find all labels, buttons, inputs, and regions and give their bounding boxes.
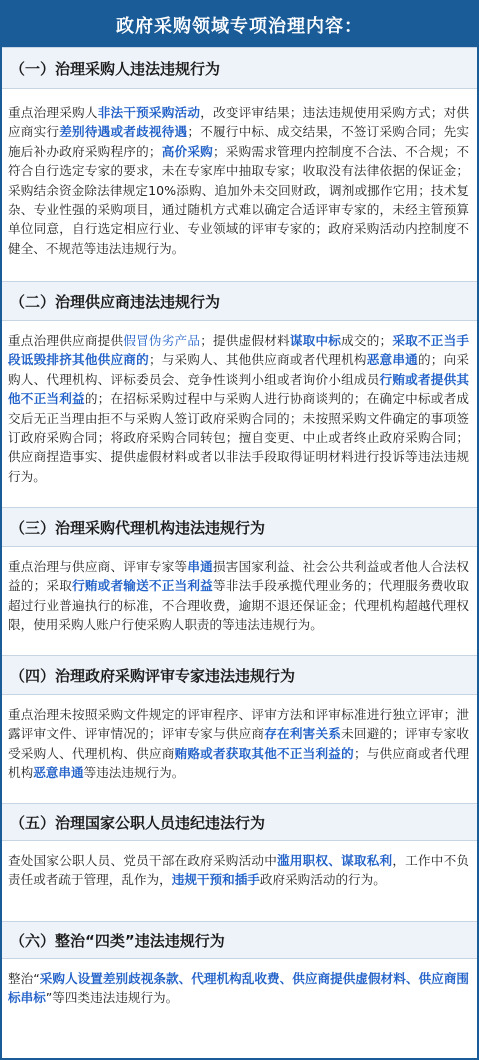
body-text: ；与供应商或者代理机构 [8, 745, 470, 781]
highlight-text: 非法干预采购活动 [97, 105, 201, 120]
body-text: 重点治理供应商提供 [8, 333, 124, 348]
body-text: 的；在招标采购过程中与采购人进行协商谈判的；在确定中标或者成交后无正当理由拒不与采购人签订政府采购合同的；未按照采购文件确定的事项签订政府采购合同；将政府采购合同转包；擅自变更、中止或者终止政府采购合同；供应商捏造事实、提供虚假材料或者以非法手段取得证明材料进行投诉等违法违规行为。 [8, 391, 470, 484]
highlight-text: 行贿或者输送不正当利益 [72, 578, 213, 594]
body-text: 重点治理未按照采购文件规定的评审程序、评审方法和评审标准进行独立评审；泄露评审文件、评审情况的；评审专家与供应商 [8, 707, 469, 742]
highlight-text: 违规干预和插手 [171, 872, 260, 888]
section-heading: （六）整治“四类”违法违规行为 [2, 921, 477, 959]
body-text: 损害国家利益、社会公共利益或者他人合法权益的；采取 [8, 559, 470, 594]
section-body [2, 321, 477, 507]
body-text: ；与采购人、其他供应商或者代理机构 [148, 352, 367, 368]
section-heading: （五）治理国家公职人员违纪违法行为 [2, 803, 477, 841]
body-text: ，改变评审结果；违法违规使用采购方式；对供应商实行 [8, 105, 470, 140]
body-text: 重点治理与供应商、评审专家等 [8, 559, 188, 574]
body-text: 的；向采购人、代理机构、评标委员会、竞争性谈判小组或者询价小组成员 [8, 352, 470, 387]
section-2 [2, 281, 477, 507]
section-body [2, 959, 477, 1019]
page-title: 政府采购领域专项治理内容： [2, 2, 477, 47]
body-text: ；采购需求管理内控制度不合法、不合规；不符合自行选定专家的要求，未在专家库中抽取专家；收取没有法律依据的保证金；采购结余资金除法律规定10%添购、追加外未交回财政，调剂或挪作它用；技术复杂、专业性强的采购项目，通过随机方式难以确定合适评审专家的，未经主管预算单位同意，自行选定相应行业、专业领域的评审专家的；政府采购活动内控制度不健全、不规范等违法违规行为。 [8, 143, 470, 256]
body-text: 整治“ [8, 971, 40, 986]
section-1 [2, 47, 477, 281]
body-text: 等违法违规行为。 [83, 765, 185, 781]
section-heading: （二）治理供应商违法违规行为 [2, 281, 477, 321]
section-heading: （四）治理政府采购评审专家违法违规行为 [2, 655, 477, 695]
highlight-text: 滥用职权、谋取私利 [277, 853, 393, 868]
highlight-text: 恶意串通 [33, 765, 84, 781]
highlight-text: 贿赂或者获取其他不正当利益的 [174, 745, 354, 761]
body-text: 查处国家公职人员、党员干部在政府采购活动中 [8, 853, 278, 868]
body-text: ，工作中不负责任或者疏于管理，乱作为， [8, 853, 470, 888]
body-text: ；提供虚假材料 [200, 333, 290, 348]
section-6 [2, 921, 477, 1019]
notice-panel [2, 2, 477, 1058]
section-body [2, 841, 477, 921]
highlight-text: 差别待遇或者歧视待遇 [59, 124, 188, 140]
body-text: 成交的； [341, 333, 393, 348]
body-text: 等非法手段承揽代理业务的；代理服务费收取超过行业普遍执行的标准，不合理收费，逾期不退还保证金；代理机构超越代理权限，使用采购人账户行使采购人职责的等违法违规行为。 [8, 578, 470, 633]
highlight-text: 高价采购 [161, 143, 213, 159]
highlight-text: 采购人设置差别歧视条款、代理机构乱收费、供应商提供虚假材料、供应商围标串标 [8, 971, 470, 1006]
section-heading: （三）治理采购代理机构违法违规行为 [2, 507, 477, 547]
section-3 [2, 507, 477, 655]
body-text: ；不履行中标、成交结果，不签订采购合同；先实施后补办政府采购程序的； [8, 124, 470, 159]
body-text: ”等四类违法违规行为。 [45, 990, 179, 1006]
section-5 [2, 803, 477, 921]
highlight-text: 恶意串通 [366, 352, 418, 368]
body-text: 重点治理采购人 [8, 105, 98, 120]
body-text: 未回避的；评审专家收受采购人、代理机构、供应商 [8, 726, 470, 761]
highlight-text: 串通 [187, 559, 213, 574]
highlight-text: 采取不正当手段诋毁排挤其他供应商的 [8, 333, 470, 368]
section-body [2, 89, 477, 281]
highlight-text: 假冒伪劣产品 [123, 333, 201, 348]
body-text: 政府采购活动的行为。 [259, 872, 386, 888]
section-body [2, 695, 477, 803]
section-4 [2, 655, 477, 803]
highlight-text: 谋取中标 [289, 333, 342, 348]
highlight-text: 存在利害关系 [264, 726, 342, 742]
section-body [2, 547, 477, 655]
section-heading: （一）治理采购人违法违规行为 [2, 47, 477, 89]
highlight-text: 行贿或者提供其他不正当利益 [8, 371, 470, 407]
